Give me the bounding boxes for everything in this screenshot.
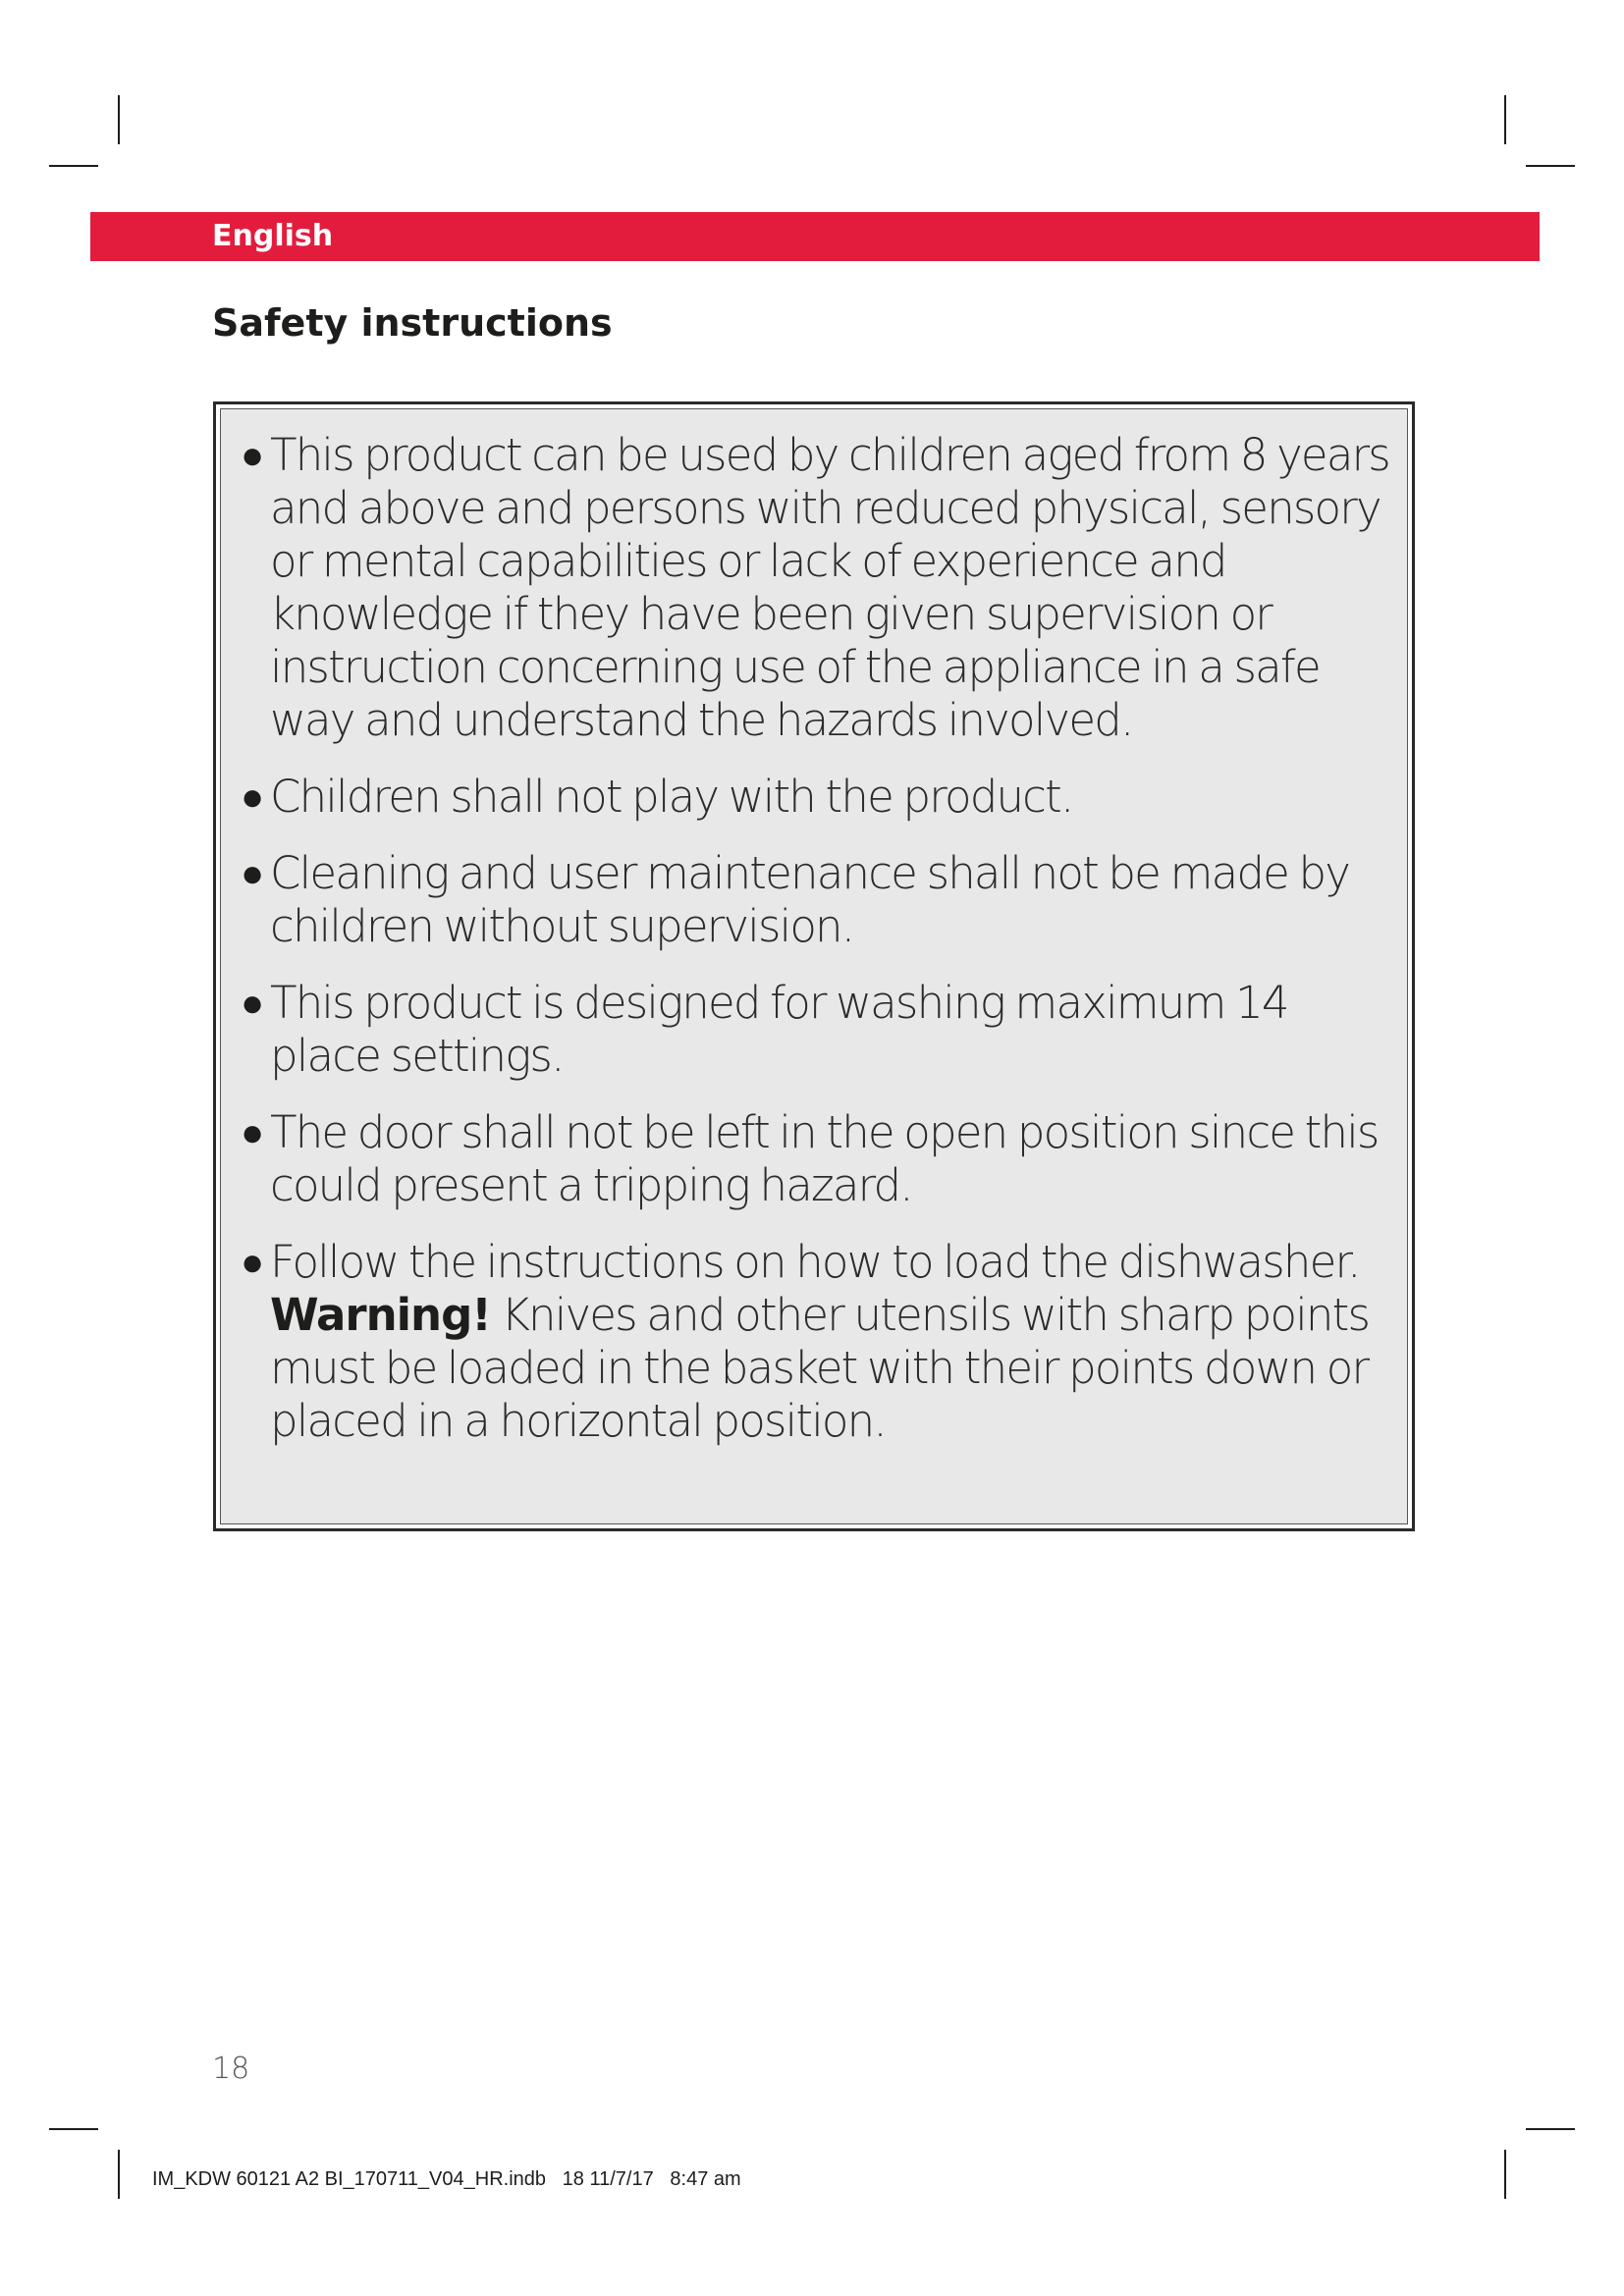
safety-item-text: The door shall not be left in the open position since this could present a tripping hazard. bbox=[270, 1106, 1379, 1211]
crop-mark-bottom-right-vertical bbox=[1504, 2150, 1506, 2199]
safety-item-cleaning-maintenance bbox=[241, 847, 1393, 953]
bullet-icon: ● bbox=[241, 433, 263, 478]
warning-label: Warning! bbox=[270, 1289, 491, 1341]
safety-item-door-open bbox=[241, 1106, 1393, 1212]
crop-mark-top-right-vertical bbox=[1504, 95, 1506, 144]
crop-mark-top-right-horizontal bbox=[1526, 165, 1575, 167]
safety-item-text: This product is designed for washing maximum 14 place settings. bbox=[270, 977, 1288, 1082]
safety-item-text: Follow the instructions on how to load the dishwasher. bbox=[270, 1236, 1360, 1288]
language-label: English bbox=[212, 219, 334, 253]
crop-mark-top-left-vertical bbox=[118, 95, 120, 144]
language-header-bar bbox=[90, 212, 1540, 261]
crop-mark-bottom-left-vertical bbox=[118, 2150, 120, 2199]
page-number: 18 bbox=[212, 2052, 250, 2086]
safety-item-age-supervision bbox=[241, 429, 1393, 747]
crop-mark-bottom-right-horizontal bbox=[1526, 2128, 1575, 2130]
bullet-icon: ● bbox=[241, 1110, 263, 1155]
crop-mark-bottom-left-horizontal bbox=[49, 2128, 98, 2130]
safety-item-text: Children shall not play with the product. bbox=[270, 771, 1073, 823]
safety-instructions-box bbox=[213, 401, 1415, 1531]
warning-text: Knives and other utensils with sharp points must be loaded in the basket with their points down or placed in a horizontal position. bbox=[270, 1289, 1370, 1447]
bullet-icon: ● bbox=[241, 981, 263, 1026]
bullet-icon: ● bbox=[241, 1240, 263, 1285]
print-slug-line: IM_KDW 60121 A2 BI_170711_V04_HR.indb 18 11/7/17 8:47 am bbox=[152, 2168, 741, 2190]
bullet-icon: ● bbox=[241, 851, 263, 896]
section-title: Safety instructions bbox=[212, 301, 613, 345]
safety-item-children-play bbox=[241, 771, 1393, 824]
bullet-icon: ● bbox=[241, 774, 263, 820]
safety-item-loading bbox=[241, 1236, 1393, 1448]
crop-mark-top-left-horizontal bbox=[49, 165, 98, 167]
safety-item-text: Cleaning and user maintenance shall not be made by children without supervision. bbox=[270, 847, 1350, 952]
safety-item-text: This product can be used by children aged from 8 years and above and persons with reduced physical, sensory or mental capabilities or lack of experience and knowledge if they have been given supervision or instruction concerning use of the appliance in a safe way and understand the hazards involved. bbox=[270, 429, 1389, 746]
safety-instructions-list bbox=[241, 429, 1393, 1448]
safety-item-place-settings bbox=[241, 977, 1393, 1083]
safety-instructions-panel bbox=[220, 408, 1408, 1524]
warning-note bbox=[270, 1289, 1393, 1448]
